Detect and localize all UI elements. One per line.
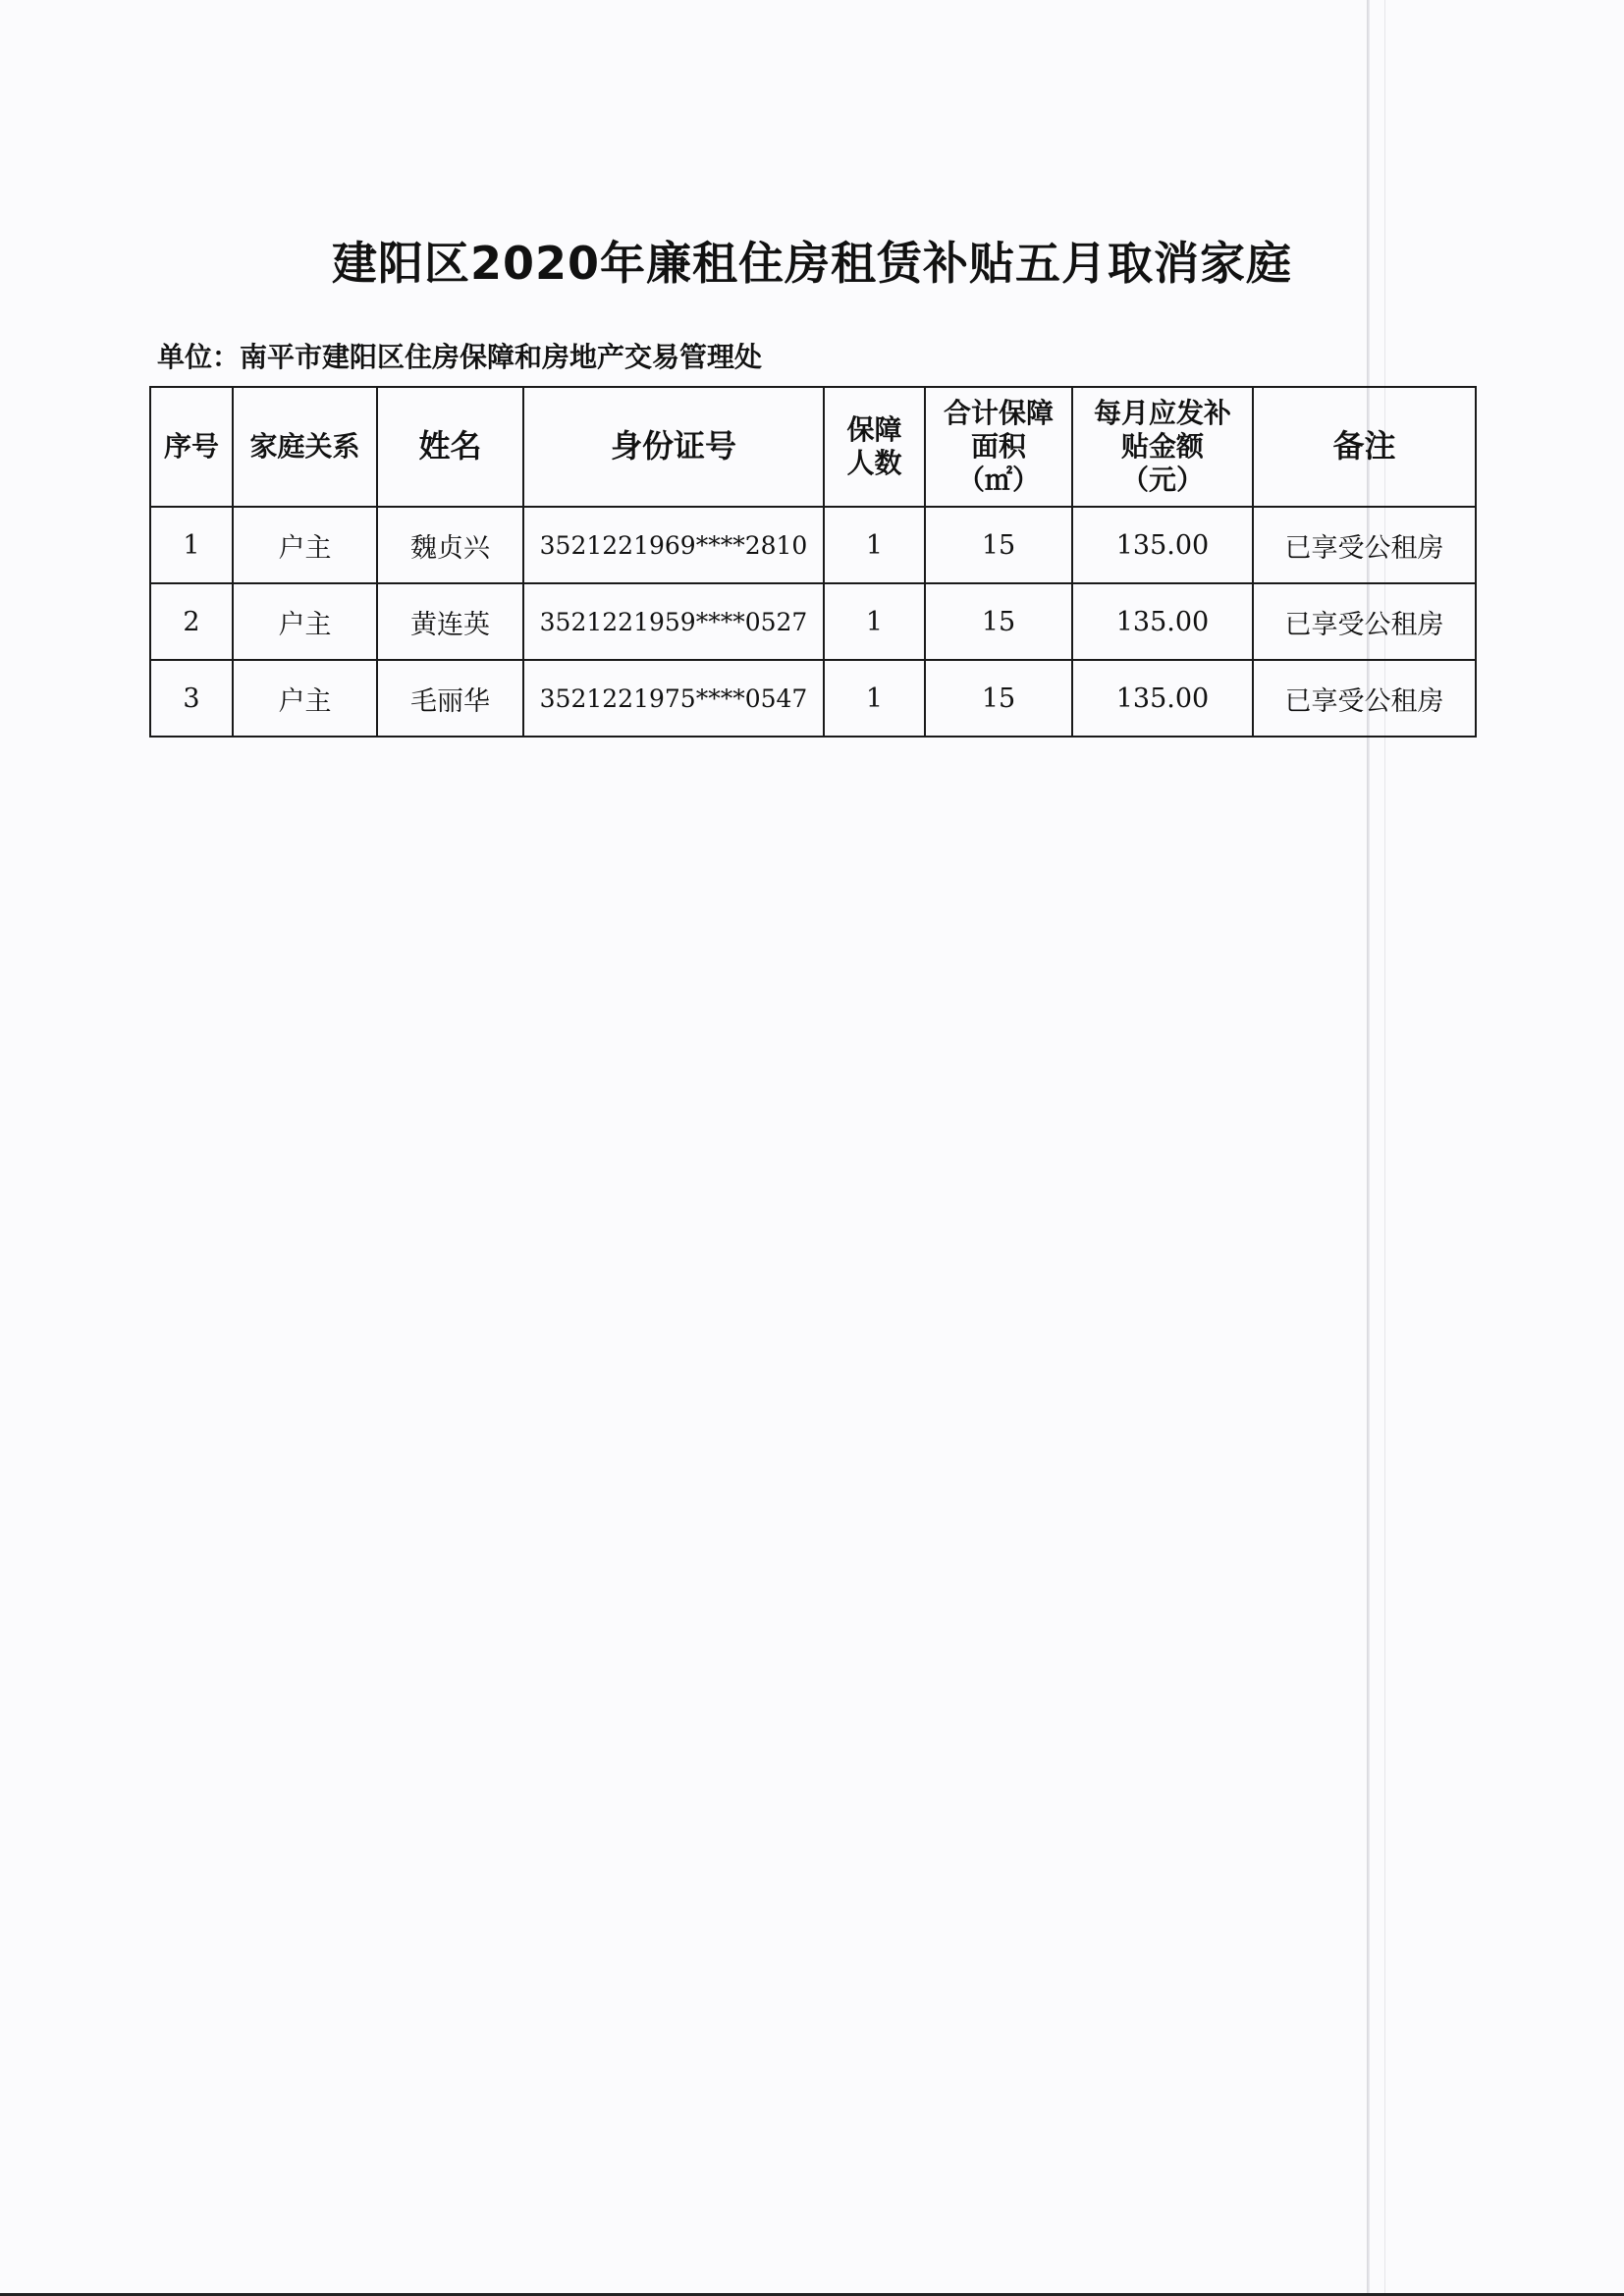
- table-header-row: [150, 387, 1476, 507]
- cell-remark: 已享受公租房: [1253, 583, 1476, 660]
- cancelled-families-table: [149, 386, 1477, 738]
- cell-amount: 135.00: [1072, 507, 1253, 583]
- header-name: 姓名: [377, 387, 523, 507]
- table-row: [150, 583, 1476, 660]
- cell-persons: 1: [824, 660, 925, 737]
- cell-area: 15: [925, 507, 1072, 583]
- cell-name: 魏贞兴: [377, 507, 523, 583]
- header-area-line: 面积: [970, 429, 1026, 463]
- header-persons-line: 人数: [846, 447, 902, 479]
- header-amount-line: 贴金额: [1120, 429, 1204, 463]
- header-remark: 备注: [1253, 387, 1476, 507]
- header-persons: [824, 387, 925, 507]
- table-row: [150, 660, 1476, 737]
- cell-persons: 1: [824, 507, 925, 583]
- cell-name: 黄连英: [377, 583, 523, 660]
- cell-area: 15: [925, 583, 1072, 660]
- cell-remark: 已享受公租房: [1253, 507, 1476, 583]
- cell-remark: 已享受公租房: [1253, 660, 1476, 737]
- cell-relation: 户主: [233, 583, 377, 660]
- cell-id-number: 3521221959****0527: [523, 583, 824, 660]
- header-amount-line: 每月应发补: [1093, 396, 1231, 429]
- cell-name: 毛丽华: [377, 660, 523, 737]
- table-row: [150, 507, 1476, 583]
- header-area-line: （㎡）: [956, 464, 1040, 497]
- cell-relation: 户主: [233, 507, 377, 583]
- cell-persons: 1: [824, 583, 925, 660]
- cell-seq: 3: [150, 660, 233, 737]
- cell-relation: 户主: [233, 660, 377, 737]
- cell-amount: 135.00: [1072, 660, 1253, 737]
- issuing-unit: 单位：南平市建阳区住房保障和房地产交易管理处: [157, 341, 763, 373]
- header-amount-line: （元）: [1120, 464, 1204, 497]
- header-area-line: 合计保障: [943, 396, 1054, 429]
- header-area: [925, 387, 1072, 507]
- document-title: 建阳区2020年廉租住房租赁补贴五月取消家庭: [331, 237, 1293, 290]
- page-fold-line: [1384, 0, 1385, 2296]
- cell-area: 15: [925, 660, 1072, 737]
- page-fold-shadow: [1367, 0, 1370, 2296]
- cell-id-number: 3521221969****2810: [523, 507, 824, 583]
- header-seq: 序号: [150, 387, 233, 507]
- cell-seq: 2: [150, 583, 233, 660]
- cell-amount: 135.00: [1072, 583, 1253, 660]
- header-amount: [1072, 387, 1253, 507]
- cell-seq: 1: [150, 507, 233, 583]
- cell-id-number: 3521221975****0547: [523, 660, 824, 737]
- header-id-number: 身份证号: [523, 387, 824, 507]
- header-persons-line: 保障: [846, 412, 902, 446]
- header-relation: 家庭关系: [233, 387, 377, 507]
